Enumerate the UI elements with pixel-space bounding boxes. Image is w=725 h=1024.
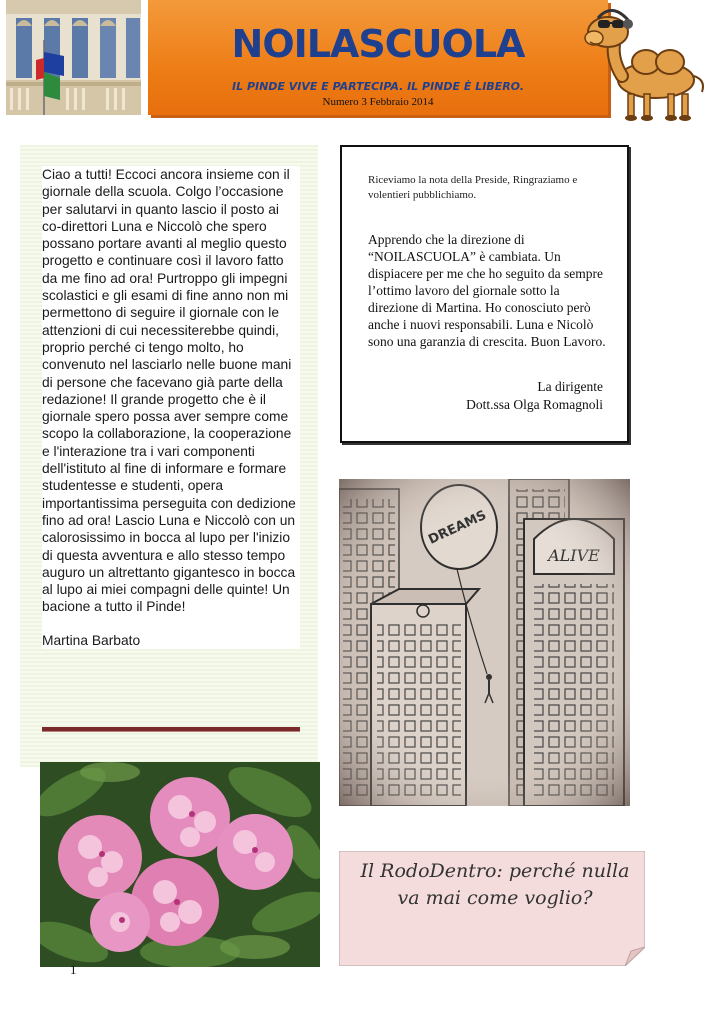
- note-signature-role: La dirigente: [537, 379, 603, 394]
- camel-icon: [584, 0, 714, 125]
- note-message: Apprendo che la direzione di “NOILASCUOLA” è cambiata. Un dispiacere per me che ho seguito da sempre l’ottimo lavoro del giornale sotto la direzione di Martina. Ho conosciuto però anche i nuovi responsabili. Luna e Nicolò sono una garanzia di crescita. Buon Lavoro.: [368, 232, 606, 349]
- issue-number: Numero 3 Febbraio 2014: [322, 96, 434, 108]
- principal-note-box: [340, 145, 629, 443]
- column-title: Il RodoDentro: perché nulla va mai come voglio?: [360, 860, 630, 909]
- building-photo: [6, 0, 141, 115]
- building-illustration: [6, 0, 141, 115]
- newspaper-title: NOILASCUOLA: [231, 22, 525, 66]
- rhododendron-photo: [40, 762, 320, 967]
- note-intro: Riceviamo la nota della Preside, Ringraziamo e volentieri pubblichiamo.: [368, 174, 578, 201]
- note-signature-name: Dott.ssa Olga Romagnoli: [466, 397, 603, 412]
- masthead-banner: [148, 0, 608, 115]
- editor-farewell-letter: [42, 166, 300, 649]
- camel-mascot: [584, 0, 714, 125]
- page-number: 1: [70, 962, 77, 977]
- divider: [42, 727, 300, 732]
- newspaper-motto: IL PINDE VIVE E PARTECIPA. IL PINDE È LIBERO.: [232, 80, 524, 93]
- letter-text: Ciao a tutti! Eccoci ancora insieme con il giornale della scuola. Colgo l’occasione per salutarvi in quanto lascio il posto ai co-direttori Luna e Niccolò che spero possano portare avanti al meglio questo progetto e continuare così il lavoro fatto da me fino ad ora! Purtroppo gli impegni scolastici e gli esami di fine anno non mi permettono di seguire il giornale con le attenzioni di cui necessiterebbe quindi, proprio perché ci tengo molto, ho convenuto nel lasciarlo nelle buone mani di persone che facevano già parte della redazione! Il grande progetto che è il giornale spero possa aver sempre come scopo la collaborazione, la cooperazione e l'interazione tra i vari componenti dell'istituto al fine di informare e formare studentesse e studenti, opera importantissima perseguita con dedizione fino ad ora! Lascio Luna e Niccolò con un calorosissimo in bocca al lupo per l'inizio di questa avventura e allo stesso tempo auguro un altrettanto gigantesco in bocca al lupo ai miei compagni delle quinte! Un bacione a tutto il Pinde!: [42, 167, 296, 615]
- flower-illustration: [40, 762, 320, 967]
- letter-signature: Martina Barbato: [42, 632, 141, 648]
- city-dreams-drawing: [339, 479, 630, 806]
- pencil-sketch: [339, 479, 630, 806]
